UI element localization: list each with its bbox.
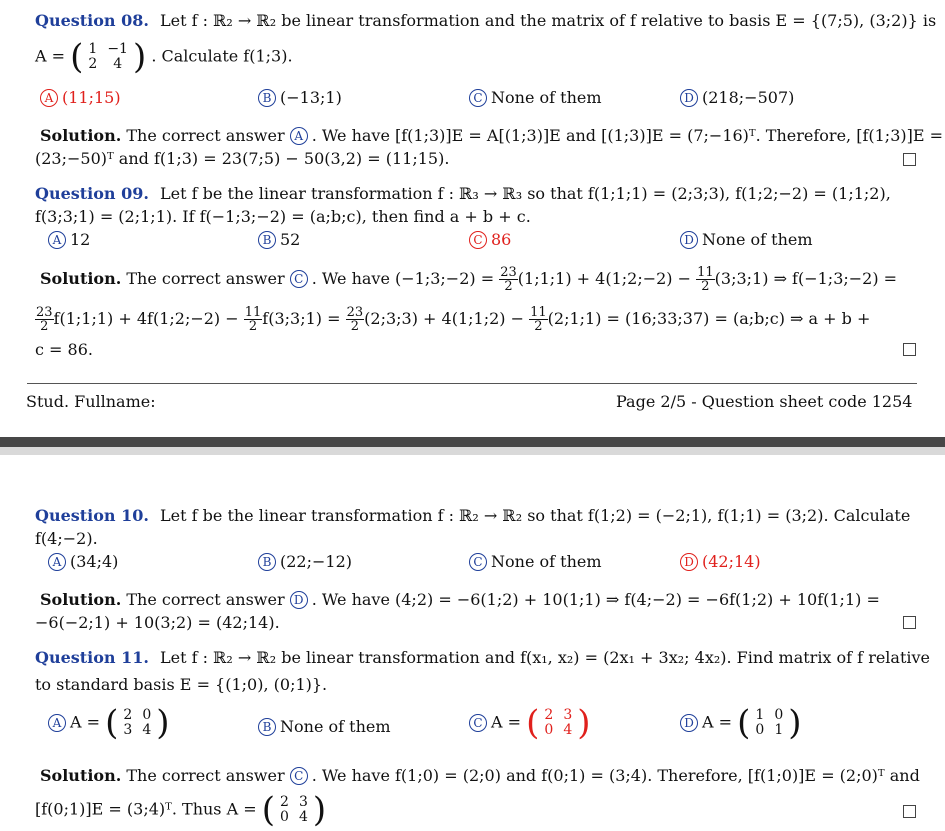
question-label: Question 10. bbox=[35, 506, 149, 525]
option-letter: A bbox=[48, 553, 66, 571]
question-label: Question 09. bbox=[35, 184, 149, 203]
solution-intro: The correct answer bbox=[126, 126, 285, 145]
question-10-statement bbox=[35, 506, 910, 525]
option-text: (22;−12) bbox=[280, 552, 352, 571]
matrix-prefix: A = bbox=[35, 46, 66, 66]
solution-intro: The correct answer bbox=[126, 590, 285, 609]
question-11-statement bbox=[35, 648, 930, 667]
question-label: Question 08. bbox=[35, 11, 149, 30]
option-c[interactable] bbox=[469, 88, 602, 107]
solution-text: . We have (−1;3;−2) = bbox=[311, 269, 495, 288]
solution-text: . We have [f(1;3)]E = A[(1;3)]E and [(1;3)]E = (7;−16)ᵀ. Therefore, [f(1;3)]E = bbox=[311, 126, 944, 145]
option-letter: C bbox=[469, 89, 487, 107]
matrix: ( 1 0 0 1 ) bbox=[737, 703, 802, 743]
fraction: $\frac{23}{2}$ bbox=[500, 265, 517, 294]
option-text: None of them bbox=[280, 717, 391, 736]
question-text: Let f : ℝ₂ → ℝ₂ be linear transformation and f(x₁, x₂) = (2x₁ + 3x₂; 4x₂). Find matrix of f relative bbox=[160, 648, 931, 667]
option-letter: B bbox=[258, 718, 276, 736]
solution-text: . We have f(1;0) = (2;0) and f(0;1) = (3;4). Therefore, [f(1;0)]E = (2;0)ᵀ and bbox=[311, 766, 920, 785]
page-separator bbox=[0, 437, 945, 455]
option-letter: A bbox=[48, 231, 66, 249]
option-text: (42;14) bbox=[702, 552, 761, 571]
option-text: (34;4) bbox=[70, 552, 119, 571]
option-b[interactable] bbox=[258, 88, 342, 107]
solution-08 bbox=[40, 126, 943, 145]
option-a[interactable]: A A = ( 2 0 3 4 ) bbox=[48, 706, 170, 740]
question-09-statement bbox=[35, 184, 891, 203]
option-a[interactable] bbox=[40, 88, 121, 107]
option-letter: D bbox=[680, 714, 698, 732]
option-letter: C bbox=[469, 553, 487, 571]
option-b[interactable] bbox=[258, 717, 391, 736]
solution-09-line3: c = 86. bbox=[35, 340, 93, 359]
option-letter: C bbox=[469, 231, 487, 249]
solution-08-line2: (23;−50)ᵀ and f(1;3) = 23(7;5) − 50(3,2) = (11;15). bbox=[35, 149, 450, 168]
page-info: Page 2/5 - Question sheet code 1254 bbox=[616, 392, 913, 411]
option-letter: A bbox=[48, 714, 66, 732]
solution-intro: The correct answer bbox=[126, 269, 285, 288]
option-letter: D bbox=[680, 89, 698, 107]
checkbox[interactable] bbox=[903, 616, 916, 629]
option-text: (11;15) bbox=[62, 88, 121, 107]
question-09-line2: f(3;3;1) = (2;1;1). If f(−1;3;−2) = (a;b;c), then find a + b + c. bbox=[35, 207, 531, 226]
question-11-line2: to standard basis E = {(1;0), (0;1)}. bbox=[35, 675, 328, 694]
fraction: $\frac{23}{2}$ bbox=[346, 305, 364, 334]
solution-09-line2: $\frac{23}{2}$ f(1;1;1) + 4f(1;2;−2) − $\frac{11}{2}$ f(3;3;1) = $\frac{23}{2}$ (2;3;3) + 4(1;1;2) − $\frac{11}{2}$ (2;1;1) = (16;33;37) = (a;b;c) ⇒ a + b + bbox=[36, 305, 871, 334]
fraction: $\frac{11}{2}$ bbox=[244, 305, 262, 334]
checkbox[interactable] bbox=[903, 805, 916, 818]
matrix: ( 2 3 0 4 ) bbox=[261, 790, 327, 830]
solution-10-line2: −6(−2;1) + 10(3;2) = (42;14). bbox=[35, 613, 280, 632]
option-c[interactable] bbox=[469, 230, 511, 249]
option-d[interactable]: D A = ( 1 0 0 1 ) bbox=[680, 706, 802, 740]
option-a[interactable] bbox=[48, 230, 90, 249]
question-text: Let f be the linear transformation f : ℝ₃ → ℝ₃ so that f(1;1;1) = (2;3;3), f(1;2;−2) = (1;1;2), bbox=[160, 184, 891, 203]
option-text: 12 bbox=[70, 230, 91, 249]
checkbox[interactable] bbox=[903, 343, 916, 356]
question-text: Let f : ℝ₂ → ℝ₂ be linear transformation and the matrix of f relative to basis E = {(7;5), (3;2)} is bbox=[160, 11, 937, 30]
option-text: None of them bbox=[491, 552, 602, 571]
student-fullname-label: Stud. Fullname: bbox=[26, 392, 156, 411]
solution-11-line2: [f(0;1)]E = (3;4)ᵀ. Thus A = ( 2 3 0 4 ) bbox=[35, 790, 327, 830]
solution-11 bbox=[40, 766, 920, 785]
solution-text: . We have (4;2) = −6(1;2) + 10(1;1) ⇒ f(4;−2) = −6f(1;2) + 10f(1;1) = bbox=[311, 590, 880, 609]
solution-09: Solution. The correct answer C . We have (−1;3;−2) = $\frac{23}{2}$ (1;1;1) + 4(1;2;−2) − $\frac{11}{2}$ (3;3;1) ⇒ f(−1;3;−2) = bbox=[40, 265, 898, 294]
option-text: None of them bbox=[702, 230, 813, 249]
matrix: ( 2 3 0 4 ) bbox=[526, 703, 591, 743]
option-text: 52 bbox=[280, 230, 301, 249]
option-a[interactable] bbox=[48, 552, 118, 571]
option-letter: C bbox=[469, 714, 487, 732]
checkbox[interactable] bbox=[903, 153, 916, 166]
solution-label: Solution. bbox=[40, 590, 122, 609]
solution-intro: The correct answer bbox=[126, 766, 285, 785]
option-b[interactable] bbox=[258, 552, 352, 571]
option-text: (218;−507) bbox=[702, 88, 795, 107]
fraction: $\frac{23}{2}$ bbox=[36, 305, 53, 334]
option-text: None of them bbox=[491, 88, 602, 107]
question-08-statement bbox=[35, 11, 936, 30]
solution-10 bbox=[40, 590, 880, 609]
solution-label: Solution. bbox=[40, 126, 122, 145]
option-letter: A bbox=[40, 89, 58, 107]
solution-label: Solution. bbox=[40, 766, 122, 785]
fraction: $\frac{11}{2}$ bbox=[697, 265, 714, 294]
question-text: Let f be the linear transformation f : ℝ₂ → ℝ₂ so that f(1;2) = (−2;1), f(1;1) = (3;2). Calculate bbox=[160, 506, 911, 525]
option-c[interactable]: C A = ( 2 3 0 4 ) bbox=[469, 706, 591, 740]
question-label: Question 11. bbox=[35, 648, 149, 667]
option-letter: B bbox=[258, 89, 276, 107]
fraction: $\frac{11}{2}$ bbox=[530, 305, 547, 334]
question-10-line2: f(4;−2). bbox=[35, 529, 98, 548]
question-08-matrix-line bbox=[35, 37, 293, 77]
matrix-a: ( 1 −1 2 4 ) bbox=[70, 37, 147, 77]
option-d[interactable] bbox=[680, 552, 761, 571]
option-letter: B bbox=[258, 231, 276, 249]
option-letter: B bbox=[258, 553, 276, 571]
solution-answer-letter: A bbox=[290, 127, 308, 145]
option-text: 86 bbox=[491, 230, 512, 249]
page-edge bbox=[0, 437, 945, 447]
solution-answer-letter: C bbox=[290, 767, 308, 785]
option-text: (−13;1) bbox=[280, 88, 342, 107]
option-c[interactable] bbox=[469, 552, 602, 571]
option-letter: D bbox=[680, 553, 698, 571]
option-d[interactable] bbox=[680, 88, 794, 107]
footer-rule bbox=[27, 383, 917, 384]
solution-answer-letter: D bbox=[290, 591, 308, 609]
matrix: ( 2 0 3 4 ) bbox=[105, 703, 170, 743]
option-b[interactable] bbox=[258, 230, 300, 249]
question-text: . Calculate f(1;3). bbox=[151, 46, 293, 66]
solution-answer-letter: C bbox=[290, 270, 308, 288]
solution-label: Solution. bbox=[40, 269, 122, 288]
option-letter: D bbox=[680, 231, 698, 249]
option-d[interactable] bbox=[680, 230, 813, 249]
